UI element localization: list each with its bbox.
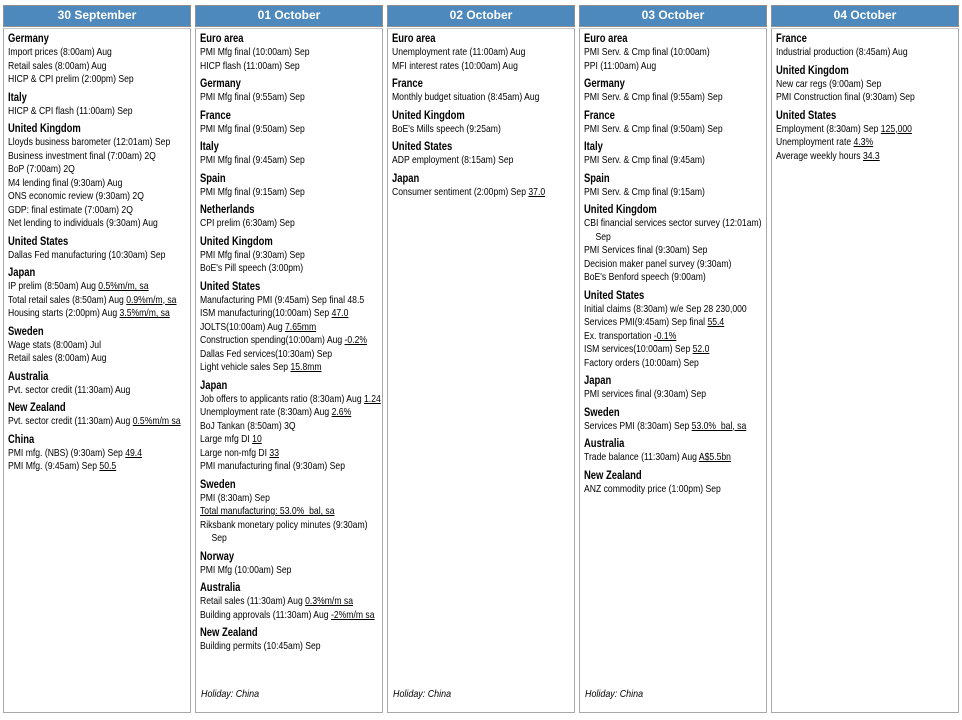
country-label: Sweden [200, 478, 236, 491]
event-text: PMI Services final (9:30am) Sep [584, 244, 708, 256]
country-label: United Kingdom [776, 64, 849, 77]
event-text: BoJ Tankan (8:50am) 3Q [200, 419, 296, 432]
event-item [8, 352, 188, 366]
country-label: Spain [200, 172, 226, 185]
country-label: United States [200, 280, 261, 293]
event-item [8, 339, 188, 353]
event-text: Job offers to applicants ratio (8:30am) Aug [200, 392, 365, 405]
event-item [584, 258, 764, 272]
column-body [3, 28, 191, 713]
event-item [8, 294, 188, 308]
event-value-underlined: 2.6% [331, 406, 352, 418]
event-item [584, 123, 764, 137]
country-section-france [200, 109, 380, 137]
event-value-underlined: 0.5%m/m sa [132, 415, 181, 427]
event-text: Light vehicle sales Sep [200, 361, 291, 373]
country-section-united-states [776, 109, 956, 164]
event-item [8, 204, 188, 218]
event-text: CBI financial services sector survey (12:01am) [584, 217, 762, 229]
event-text: New car regs (9:00am) Sep [776, 77, 882, 90]
event-text: PMI Serv. & Cmp final (9:45am) [584, 154, 705, 166]
event-item [8, 447, 188, 461]
event-item [776, 46, 956, 60]
event-item [584, 388, 764, 402]
event-item [200, 361, 380, 375]
event-item [8, 217, 188, 231]
event-item [8, 46, 188, 60]
column-events [392, 32, 572, 199]
calendar-column-01-october [195, 5, 383, 713]
event-item [584, 271, 764, 285]
event-item [200, 321, 380, 335]
event-item [200, 532, 380, 546]
event-text: Retail sales (8:00am) Aug [8, 59, 107, 72]
event-item [200, 433, 380, 447]
country-label: United Kingdom [392, 109, 465, 122]
column-body [579, 28, 767, 713]
event-item [200, 519, 380, 533]
event-text: ADP employment (8:15am) Sep [392, 154, 514, 166]
event-text: PMI Serv. & Cmp final (9:15am) [584, 185, 705, 198]
event-item [584, 483, 764, 497]
country-label: Euro area [392, 33, 436, 45]
country-section-japan [392, 172, 572, 200]
country-section-china [8, 433, 188, 474]
event-text: Unemployment rate (8:30am) Aug [200, 406, 332, 418]
country-section-australia [584, 437, 764, 465]
event-text: Building permits (10:45am) Sep [200, 640, 321, 652]
event-text: Services PMI (8:30am) Sep [584, 419, 692, 432]
calendar-column-30-september [3, 5, 191, 713]
event-item [584, 244, 764, 258]
event-text: Housing starts (2:00pm) Aug [8, 307, 120, 319]
event-value-underlined: -2%m/m sa [330, 608, 375, 621]
country-section-united-kingdom [584, 203, 764, 285]
event-text: MFI interest rates (10:00am) Aug [392, 59, 518, 72]
event-text: Initial claims (8:30am) w/e Sep 28 230,000 [584, 302, 747, 315]
column-date-header: 01 October [195, 5, 383, 27]
event-text: PMI Mfg final (9:15am) Sep [200, 185, 305, 198]
event-item [584, 357, 764, 371]
country-section-australia [200, 581, 380, 622]
country-label: Sweden [584, 406, 620, 419]
event-item [200, 420, 380, 434]
event-item [200, 460, 380, 474]
event-value-underlined: 52.0 [692, 343, 710, 355]
event-item [392, 46, 572, 60]
country-label: Italy [8, 91, 27, 104]
event-item [584, 316, 764, 330]
country-label: Germany [584, 78, 625, 90]
event-value-underlined: 0.3%m/m sa [305, 595, 353, 607]
event-item [200, 609, 380, 623]
country-label: United States [392, 141, 453, 153]
country-label: New Zealand [584, 469, 642, 482]
country-section-germany [584, 77, 764, 105]
event-text: Ex. transportation [584, 329, 654, 342]
country-label: United Kingdom [200, 235, 273, 248]
event-text: Pvt. sector credit (11:30am) Aug [8, 383, 131, 396]
event-value-underlined: -0.2% [344, 334, 368, 346]
event-item [392, 154, 572, 168]
event-item [776, 150, 956, 164]
event-text: IP prelim (8:50am) Aug [8, 280, 99, 292]
event-item [776, 136, 956, 150]
country-label: France [776, 33, 807, 45]
event-text: Decision maker panel survey (9:30am) [584, 257, 732, 270]
event-text: PMI Mfg. (9:45am) Sep [8, 460, 100, 472]
event-text: Business investment final (7:00am) 2Q [8, 149, 156, 162]
event-value-underlined: -0.1% [653, 329, 677, 342]
country-label: New Zealand [200, 627, 258, 639]
holiday-note: Holiday: China [393, 688, 452, 700]
event-item [584, 343, 764, 357]
event-text: PMI Serv. & Cmp final (9:55am) Sep [584, 91, 723, 103]
country-section-norway [200, 550, 380, 578]
calendar-column-03-october [579, 5, 767, 713]
country-section-new-zealand [8, 401, 188, 429]
event-item [200, 123, 380, 137]
country-label: Japan [200, 379, 228, 392]
country-section-united-kingdom [392, 109, 572, 137]
event-text: Industrial production (8:45am) Aug [776, 46, 908, 58]
country-section-netherlands [200, 203, 380, 231]
event-item [584, 91, 764, 105]
event-value-underlined: 15.8mm [290, 361, 322, 373]
country-section-japan [584, 374, 764, 402]
event-item [392, 123, 572, 137]
column-events [8, 32, 188, 474]
country-label: United States [8, 235, 69, 248]
event-text: Import prices (8:00am) Aug [8, 46, 112, 58]
event-text: Riksbank monetary policy minutes (9:30am) [200, 518, 368, 531]
economic-calendar [3, 5, 959, 713]
country-label: Japan [392, 172, 420, 185]
country-section-germany [200, 77, 380, 105]
country-label: Netherlands [200, 204, 255, 216]
country-section-france [776, 32, 956, 60]
event-text: Large mfg DI [200, 433, 253, 445]
event-item [8, 307, 188, 321]
event-value-underlined: 10 [252, 433, 262, 445]
country-section-france [584, 109, 764, 137]
country-section-united-states [8, 235, 188, 263]
event-text: Sep [595, 230, 611, 243]
country-section-united-kingdom [200, 235, 380, 276]
country-section-spain [584, 172, 764, 200]
event-value-underlined: 7.65mm [285, 320, 317, 333]
country-section-france [392, 77, 572, 105]
calendar-column-04-october [771, 5, 959, 713]
event-text: Factory orders (10:00am) Sep [584, 356, 699, 369]
country-section-japan [8, 266, 188, 321]
holiday-note: Holiday: China [585, 688, 644, 700]
event-item [200, 505, 380, 519]
event-text: Dallas Fed manufacturing (10:30am) Sep [8, 248, 166, 261]
event-text: Construction spending(10:00am) Aug [200, 334, 345, 346]
column-body [771, 28, 959, 713]
holiday-note: Holiday: China [201, 688, 260, 700]
country-label: Germany [200, 78, 241, 90]
event-item [8, 177, 188, 191]
event-text: PMI Construction final (9:30am) Sep [776, 91, 915, 103]
event-text: PMI services final (9:30am) Sep [584, 388, 707, 400]
calendar-column-02-october [387, 5, 575, 713]
event-text: Wage stats (8:00am) Jul [8, 338, 101, 351]
event-value-underlined: 37.0 [528, 185, 546, 198]
event-text: Retail sales (11:30am) Aug [200, 595, 306, 607]
column-events [776, 32, 956, 163]
event-item [584, 451, 764, 465]
country-section-italy [584, 140, 764, 168]
event-item [200, 217, 380, 231]
event-text: PMI Mfg final (9:50am) Sep [200, 122, 305, 135]
country-section-euro-area [392, 32, 572, 73]
country-label: United States [584, 289, 645, 302]
event-item [200, 154, 380, 168]
event-text: PMI Mfg final (9:55am) Sep [200, 91, 305, 103]
column-date-header: 02 October [387, 5, 575, 27]
event-item [8, 280, 188, 294]
event-text: Dallas Fed services(10:30am) Sep [200, 347, 333, 360]
event-text: CPI prelim (6:30am) Sep [200, 217, 295, 229]
country-label: Australia [200, 582, 241, 594]
column-events [200, 32, 380, 654]
event-text: Lloyds business barometer (12:01am) Sep [8, 136, 171, 148]
event-text: PMI Mfg (10:00am) Sep [200, 563, 292, 576]
event-value-underlined: 0.5%m/m, sa [98, 280, 149, 292]
event-text: Consumer sentiment (2:00pm) Sep [392, 185, 529, 198]
event-item [8, 136, 188, 150]
event-item [200, 406, 380, 420]
event-item [200, 60, 380, 74]
event-value-underlined: 34.3 [862, 149, 880, 162]
event-text: Unemployment rate [776, 136, 854, 148]
event-value-underlined: 53.0% bal, sa [691, 419, 747, 432]
event-item [200, 262, 380, 276]
country-section-sweden [200, 478, 380, 546]
event-text: ONS economic review (9:30am) 2Q [8, 190, 144, 202]
event-text: HICP flash (11:00am) Sep [200, 59, 300, 72]
event-item [8, 73, 188, 87]
event-item [584, 420, 764, 434]
event-text: PPI (11:00am) Aug [584, 59, 657, 72]
country-section-sweden [584, 406, 764, 434]
event-text: Employment (8:30am) Sep [776, 122, 881, 135]
column-body [387, 28, 575, 713]
event-item [584, 154, 764, 168]
country-section-germany [8, 32, 188, 87]
country-label: France [584, 109, 615, 122]
country-label: Euro area [584, 33, 628, 45]
event-item [8, 384, 188, 398]
event-text: M4 lending final (9:30am) Aug [8, 176, 123, 189]
event-item [8, 60, 188, 74]
event-text: BoE's Pill speech (3:00pm) [200, 262, 304, 274]
country-section-euro-area [200, 32, 380, 73]
event-text: Manufacturing PMI (9:45am) Sep final 48.5 [200, 293, 365, 306]
country-label: New Zealand [8, 402, 66, 414]
country-section-spain [200, 172, 380, 200]
event-value-underlined: 55.4 [707, 316, 725, 328]
country-section-united-kingdom [8, 122, 188, 231]
event-text: Services PMI(9:45am) Sep final [584, 316, 708, 328]
event-item [200, 447, 380, 461]
event-item [200, 348, 380, 362]
event-item [584, 330, 764, 344]
column-body [195, 28, 383, 713]
country-section-australia [8, 370, 188, 398]
column-date-header: 03 October [579, 5, 767, 27]
country-section-sweden [8, 325, 188, 366]
event-item [392, 60, 572, 74]
event-item [200, 564, 380, 578]
event-text: Monthly budget situation (8:45am) Aug [392, 91, 540, 103]
event-text: Average weekly hours [776, 149, 863, 162]
event-item [392, 91, 572, 105]
event-item [584, 186, 764, 200]
event-item [200, 46, 380, 60]
country-label: United States [776, 109, 837, 122]
event-text: PMI manufacturing final (9:30am) Sep [200, 460, 346, 472]
event-item [584, 303, 764, 317]
event-text: GDP: final estimate (7:00am) 2Q [8, 203, 133, 216]
event-text: PMI mfg. (NBS) (9:30am) Sep [8, 446, 126, 459]
country-label: France [392, 78, 423, 90]
country-section-new-zealand [584, 469, 764, 497]
event-item [200, 492, 380, 506]
event-item [200, 91, 380, 105]
event-item [584, 217, 764, 231]
event-item [392, 186, 572, 200]
country-label: Japan [8, 267, 36, 279]
event-item [776, 78, 956, 92]
event-text: PMI Serv. & Cmp final (10:00am) [584, 46, 710, 58]
country-label: Australia [8, 370, 49, 383]
event-text: Trade balance (11:30am) Aug [584, 451, 699, 463]
event-value-underlined: 125,000 [880, 122, 912, 135]
country-label: France [200, 109, 231, 122]
event-value-underlined: 4.3% [853, 136, 874, 148]
event-text: Pvt. sector credit (11:30am) Aug [8, 415, 133, 427]
event-text: Retail sales (8:00am) Aug [8, 352, 107, 364]
country-label: Germany [8, 33, 49, 45]
event-value-underlined: 1.24 [364, 392, 381, 405]
event-text: Large non-mfg DI [200, 446, 270, 459]
event-text: BoE's Mills speech (9:25am) [392, 122, 501, 135]
event-value-underlined: A$5.5bn [698, 451, 731, 463]
country-section-italy [200, 140, 380, 168]
column-events [584, 32, 764, 496]
event-item [200, 334, 380, 348]
event-item [200, 294, 380, 308]
country-label: United Kingdom [584, 204, 657, 216]
country-label: Italy [584, 141, 603, 153]
country-section-united-states [200, 280, 380, 375]
country-section-euro-area [584, 32, 764, 73]
event-item [200, 249, 380, 263]
event-item [8, 415, 188, 429]
event-value-underlined: 33 [269, 446, 279, 459]
event-item [8, 460, 188, 474]
country-section-japan [200, 379, 380, 474]
country-label: Japan [584, 375, 612, 387]
event-item [776, 123, 956, 137]
event-text: JOLTS(10:00am) Aug [200, 320, 286, 333]
country-section-united-states [584, 289, 764, 371]
event-item [8, 163, 188, 177]
country-label: Spain [584, 172, 610, 185]
event-text: PMI Mfg final (9:30am) Sep [200, 248, 305, 261]
country-section-italy [8, 91, 188, 119]
event-item [200, 186, 380, 200]
event-item [584, 46, 764, 60]
event-value-underlined: 3.5%m/m, sa [119, 307, 170, 319]
event-item [8, 105, 188, 119]
event-value-underlined: Total manufacturing: 53.0% bal, sa [200, 505, 335, 517]
country-section-united-kingdom [776, 64, 956, 105]
country-label: United Kingdom [8, 123, 81, 135]
event-text: Sep [211, 532, 227, 544]
event-text: BoP (7:00am) 2Q [8, 163, 75, 175]
event-item [200, 393, 380, 407]
column-date-header: 30 September [3, 5, 191, 27]
event-text: HICP & CPI prelim (2:00pm) Sep [8, 73, 134, 85]
event-value-underlined: 49.4 [125, 446, 142, 459]
event-item [200, 640, 380, 654]
event-text: ANZ commodity price (1:00pm) Sep [584, 482, 721, 495]
event-text: ISM services(10:00am) Sep [584, 343, 693, 355]
country-label: Australia [584, 438, 625, 450]
event-value-underlined: 47.0 [331, 307, 349, 319]
event-text: Building approvals (11:30am) Aug [200, 608, 331, 621]
country-label: China [8, 433, 35, 446]
event-text: BoE's Benford speech (9:00am) [584, 271, 706, 283]
country-label: Euro area [200, 33, 244, 45]
event-text: PMI Mfg final (9:45am) Sep [200, 154, 305, 166]
event-item [8, 190, 188, 204]
event-text: Total retail sales (8:50am) Aug [8, 293, 127, 306]
event-text: ISM manufacturing(10:00am) Sep [200, 307, 332, 319]
event-text: PMI Mfg final (10:00am) Sep [200, 46, 310, 58]
event-value-underlined: 0.9%m/m, sa [126, 293, 177, 306]
country-label: Sweden [8, 325, 44, 338]
event-text: PMI Serv. & Cmp final (9:50am) Sep [584, 122, 723, 135]
event-text: PMI (8:30am) Sep [200, 491, 270, 504]
event-item [776, 91, 956, 105]
country-label: Norway [200, 550, 235, 563]
event-item [8, 249, 188, 263]
country-label: Italy [200, 141, 219, 153]
event-item [584, 60, 764, 74]
event-text: HICP & CPI flash (11:00am) Sep [8, 104, 133, 117]
column-date-header: 04 October [771, 5, 959, 27]
country-section-new-zealand [200, 626, 380, 654]
event-value-underlined: 50.5 [99, 460, 117, 472]
event-text: Unemployment rate (11:00am) Aug [392, 46, 526, 58]
event-text: Net lending to individuals (9:30am) Aug [8, 217, 158, 229]
event-item [584, 231, 764, 245]
country-section-united-states [392, 140, 572, 168]
event-item [200, 595, 380, 609]
event-item [8, 150, 188, 164]
event-item [200, 307, 380, 321]
